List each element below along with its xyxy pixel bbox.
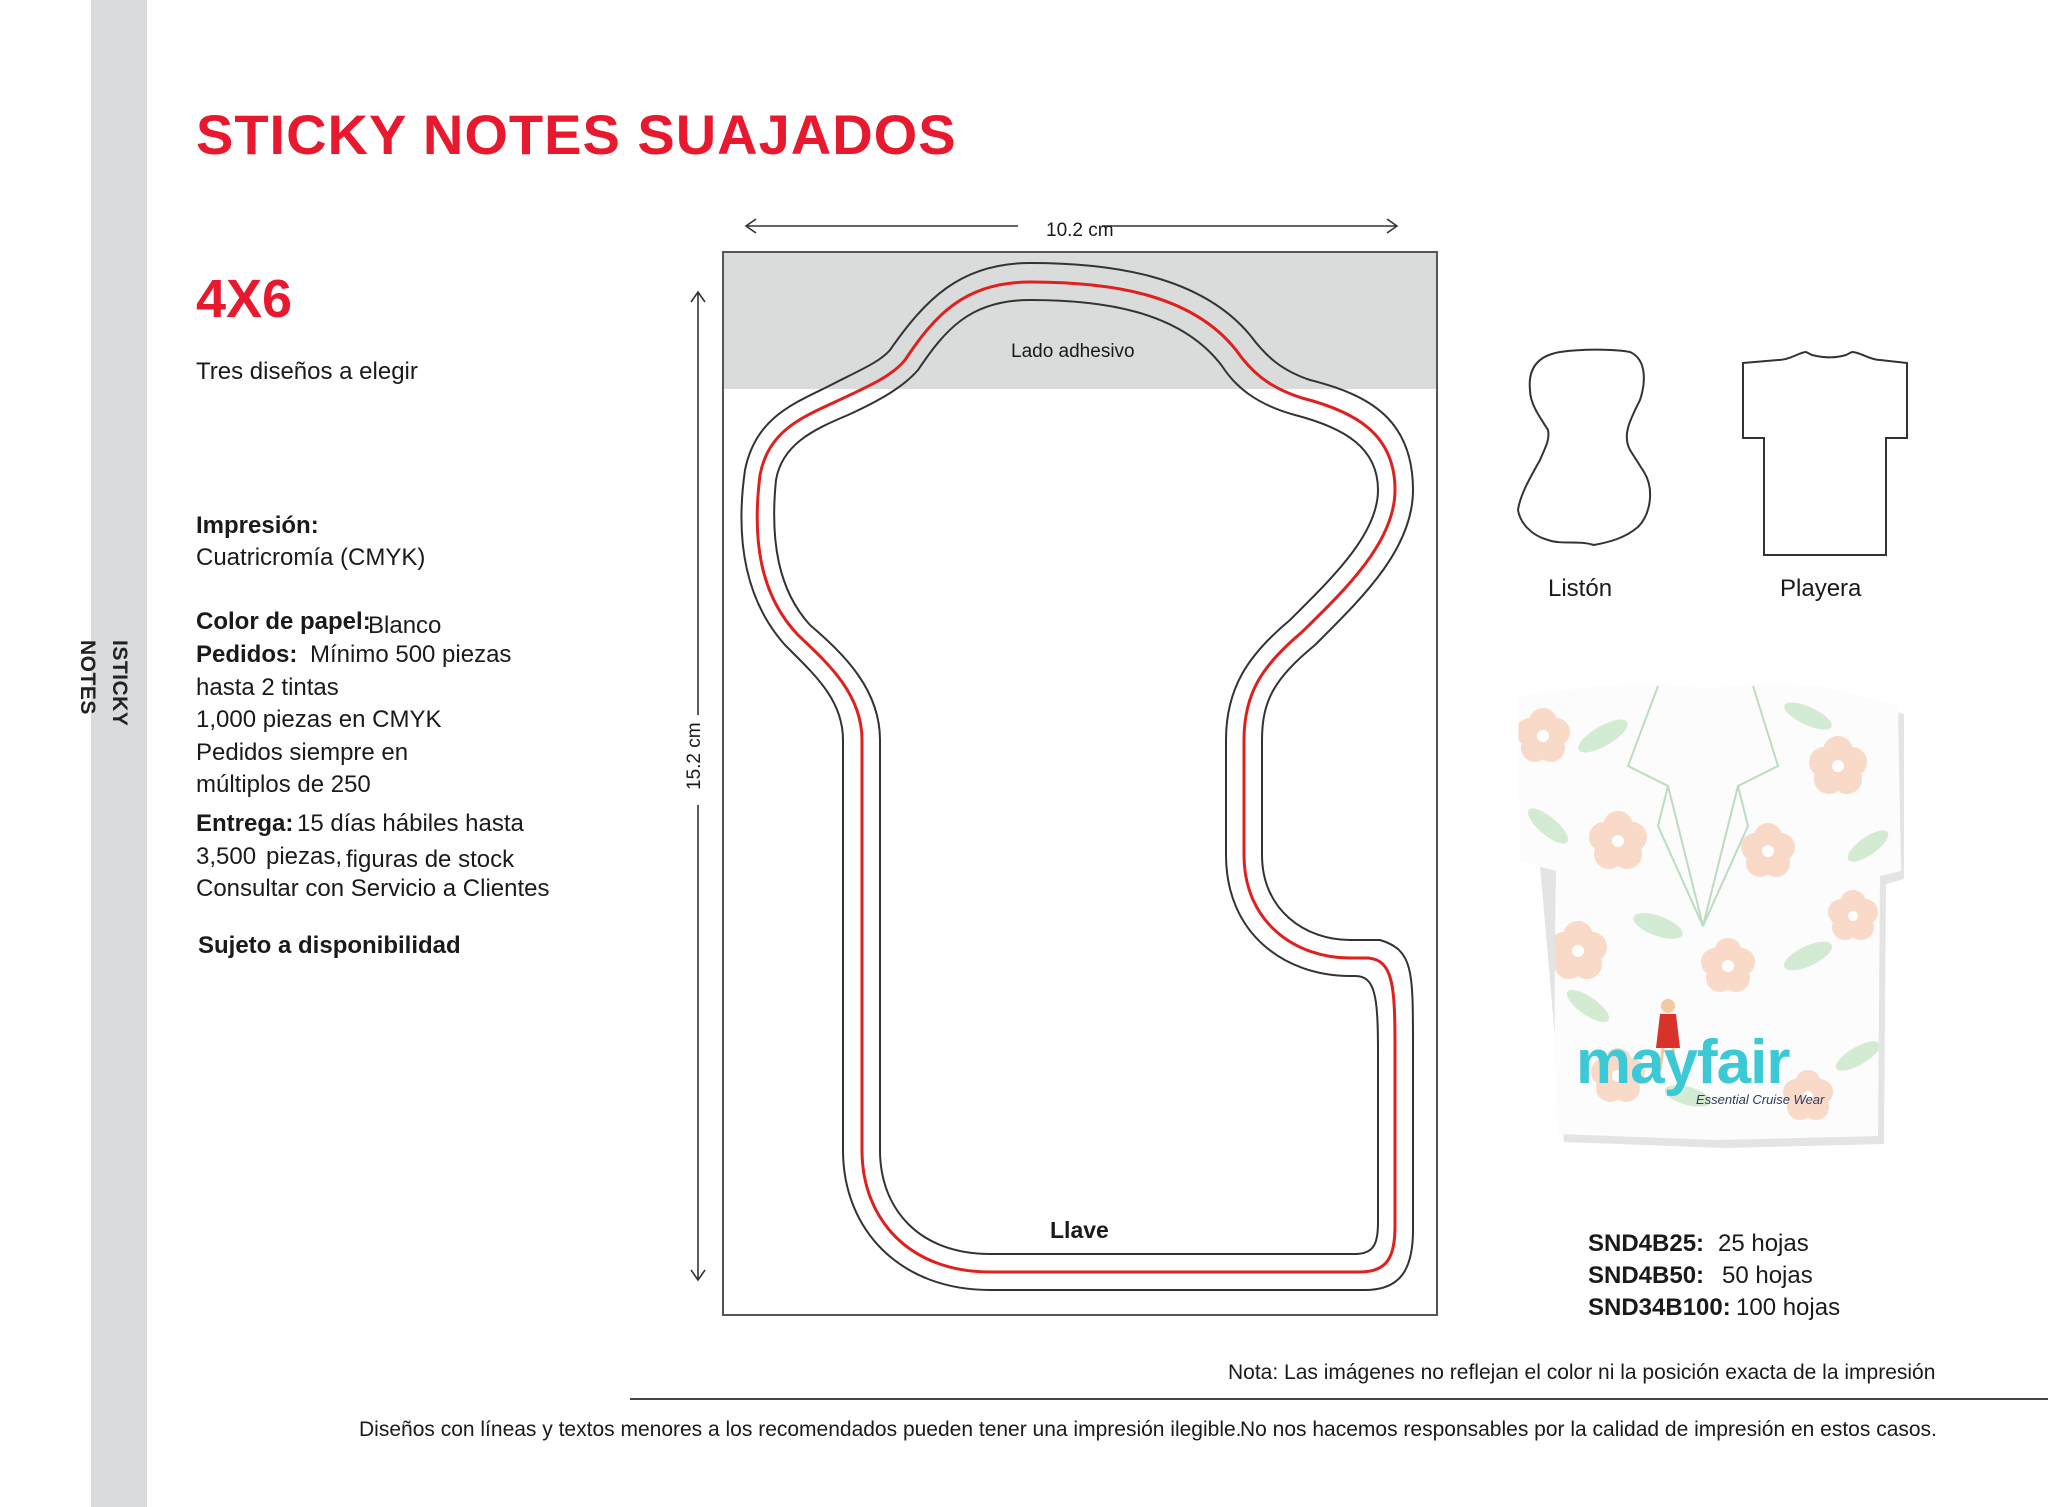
impresion-label: Impresión: <box>196 512 319 539</box>
footer-disclaimer-right: No nos hacemos responsables por la calidad de impresión en estos casos. <box>1240 1418 1937 1441</box>
footer-note: Nota: Las imágenes no reflejan el color ni la posición exacta de la impresión <box>1228 1361 1936 1384</box>
brand-fair: fair <box>1697 1028 1790 1097</box>
color-value: Blanco <box>368 612 442 639</box>
sidebar-label: ISTICKY NOTES <box>76 640 131 726</box>
entrega-qty: 3,500 <box>196 843 257 870</box>
entrega-line3: Consultar con Servicio a Clientes <box>196 875 550 902</box>
pedidos-line3: 1,000 piezas en CMYK <box>196 706 442 733</box>
tshirt-shape-icon <box>1743 352 1907 555</box>
page-title: STICKY NOTES SUAJADOS <box>196 103 957 166</box>
shape-name-llave: Llave <box>1050 1217 1109 1243</box>
impresion-value: Cuatricromía (CMYK) <box>196 544 426 571</box>
brand-tagline: Essential Cruise Wear <box>1696 1092 1825 1107</box>
ribbon-shape-icon <box>1518 350 1650 545</box>
adhesive-strip <box>724 253 1436 389</box>
design-name-liston: Listón <box>1548 575 1613 602</box>
sku-code-3: SND34B100: <box>1588 1294 1731 1321</box>
pedidos-value: Mínimo 500 piezas <box>310 641 512 668</box>
sheet-outline <box>723 252 1437 1315</box>
pedidos-line2: hasta 2 tintas <box>196 674 339 701</box>
sku-qty-2: 50 hojas <box>1722 1262 1813 1289</box>
color-label: Color de papel: <box>196 608 371 635</box>
width-label: 10.2 cm <box>1046 220 1114 241</box>
sku-code-1: SND4B25: <box>1588 1230 1705 1257</box>
availability-note: Sujeto a disponibilidad <box>198 932 461 959</box>
entrega-stock: figuras de stock <box>346 846 515 873</box>
brand-may: may <box>1576 1028 1698 1097</box>
sku-qty-1: 25 hojas <box>1718 1230 1809 1257</box>
pedidos-line4: Pedidos siempre en <box>196 739 409 766</box>
subtitle: Tres diseños a elegir <box>196 358 418 385</box>
height-label: 15.2 cm <box>684 722 705 790</box>
size-heading: 4X6 <box>196 269 293 329</box>
entrega-label: Entrega: <box>196 810 294 837</box>
entrega-value: 15 días hábiles hasta <box>297 810 524 837</box>
pedidos-line5: múltiplos de 250 <box>196 771 371 798</box>
entrega-pieces: piezas, <box>266 843 343 870</box>
footer-divider <box>630 1398 2048 1400</box>
sku-qty-3: 100 hojas <box>1736 1294 1841 1321</box>
pedidos-label: Pedidos: <box>196 641 298 668</box>
design-name-playera: Playera <box>1780 575 1862 602</box>
footer-disclaimer-left: Diseños con líneas y textos menores a los recomendados pueden tener una impresión ilegible. <box>359 1418 1242 1441</box>
sku-code-2: SND4B50: <box>1588 1262 1705 1289</box>
adhesive-label: Lado adhesivo <box>1011 341 1135 362</box>
